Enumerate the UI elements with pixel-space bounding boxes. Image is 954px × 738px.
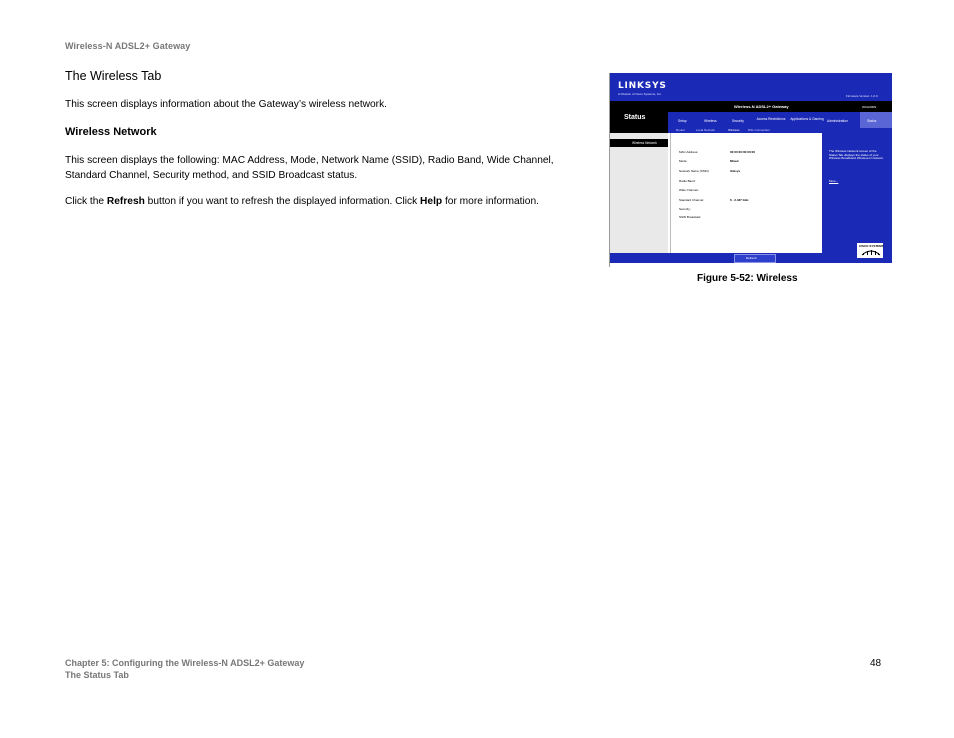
model-name: WAG300N: [862, 105, 877, 109]
row-label-mode: Mode:: [679, 159, 688, 163]
text-segment: for more information.: [442, 196, 539, 207]
refresh-term: Refresh: [106, 196, 145, 207]
row-label-wide-channel: Wide Channel:: [679, 188, 699, 192]
subnav-local-network[interactable]: Local Network: [696, 128, 716, 132]
running-header: Wireless-N ADSL2+ Gateway: [65, 41, 191, 51]
left-panel-label: Wireless Network: [632, 141, 657, 145]
nav-tab-setup[interactable]: Setup: [678, 119, 687, 123]
footer-section: The Status Tab: [65, 670, 129, 680]
figure-caption: Figure 5-52: Wireless: [697, 273, 798, 284]
wireless-screenshot-figure: [609, 73, 892, 267]
help-text: The Wireless Network screen of the Status Tab displays the status of your Wireless Broadband Wireless-N network.: [829, 149, 884, 161]
row-label-mac: MAC Address:: [679, 150, 699, 154]
help-more-link[interactable]: More...: [829, 179, 839, 183]
refresh-button-label: Refresh: [746, 256, 757, 260]
product-name: Wireless-N ADSL2+ Gateway: [734, 104, 789, 109]
cisco-bridge-icon: [861, 249, 881, 256]
subnav-router[interactable]: Router: [676, 128, 686, 132]
intro-paragraph: This screen displays information about the Gateway’s wireless network.: [65, 99, 387, 110]
row-label-standard-channel: Standard Channel:: [679, 198, 705, 202]
subheading: Wireless Network: [65, 126, 157, 138]
nav-tab-wireless[interactable]: Wireless: [704, 119, 717, 123]
nav-tab-access-restrictions[interactable]: Access Restrictions: [756, 117, 786, 121]
page-number: 48: [870, 658, 882, 669]
fields-paragraph: This screen displays the following: MAC Address, Mode, Network Name (SSID), Radio Band, Wide Channel, Standard Channel, Security method, and SSID Broadcast status.: [65, 155, 554, 181]
nav-tab-administration[interactable]: Administration: [827, 119, 848, 123]
row-label-security: Security:: [679, 207, 691, 211]
text-segment: Click the: [65, 196, 107, 207]
row-value-standard-channel: 6 - 2.437 GHz: [730, 198, 749, 202]
text-segment: button if you want to refresh the displayed information. Click: [144, 196, 421, 207]
nav-tab-status[interactable]: Status: [867, 119, 877, 123]
nav-tab-applications-gaming[interactable]: Applications & Gaming: [790, 117, 824, 121]
row-value-mac: 00:00:00:00:00:00: [730, 150, 756, 154]
bottom-bar: [610, 253, 822, 263]
row-label-radio-band: Radio Band:: [679, 179, 696, 183]
footer-chapter: Chapter 5: Configuring the Wireless-N ADSL2+ Gateway: [65, 658, 305, 668]
nav-tab-security[interactable]: Security: [732, 119, 744, 123]
help-term: Help: [420, 196, 443, 207]
status-title: Status: [624, 114, 646, 121]
section-title: The Wireless Tab: [65, 69, 162, 83]
row-label-ssid-broadcast: SSID Broadcast:: [679, 215, 702, 219]
firmware-version: Firmware Version: 1.0.0: [846, 94, 878, 98]
row-label-ssid: Network Name (SSID):: [679, 169, 710, 173]
left-panel: [610, 133, 668, 253]
row-value-ssid: linksys: [730, 169, 741, 173]
subnav-dsl-connection[interactable]: DSL Connection: [748, 128, 770, 132]
cisco-logo-text: CISCO SYSTEMS: [859, 244, 884, 248]
logo-subtitle: A Division of Cisco Systems, Inc.: [618, 92, 662, 96]
subnav-wireless[interactable]: Wireless: [728, 128, 740, 132]
refresh-paragraph: [65, 194, 585, 209]
linksys-logo: LINKSYS: [618, 81, 667, 91]
row-value-mode: Mixed: [730, 159, 739, 163]
